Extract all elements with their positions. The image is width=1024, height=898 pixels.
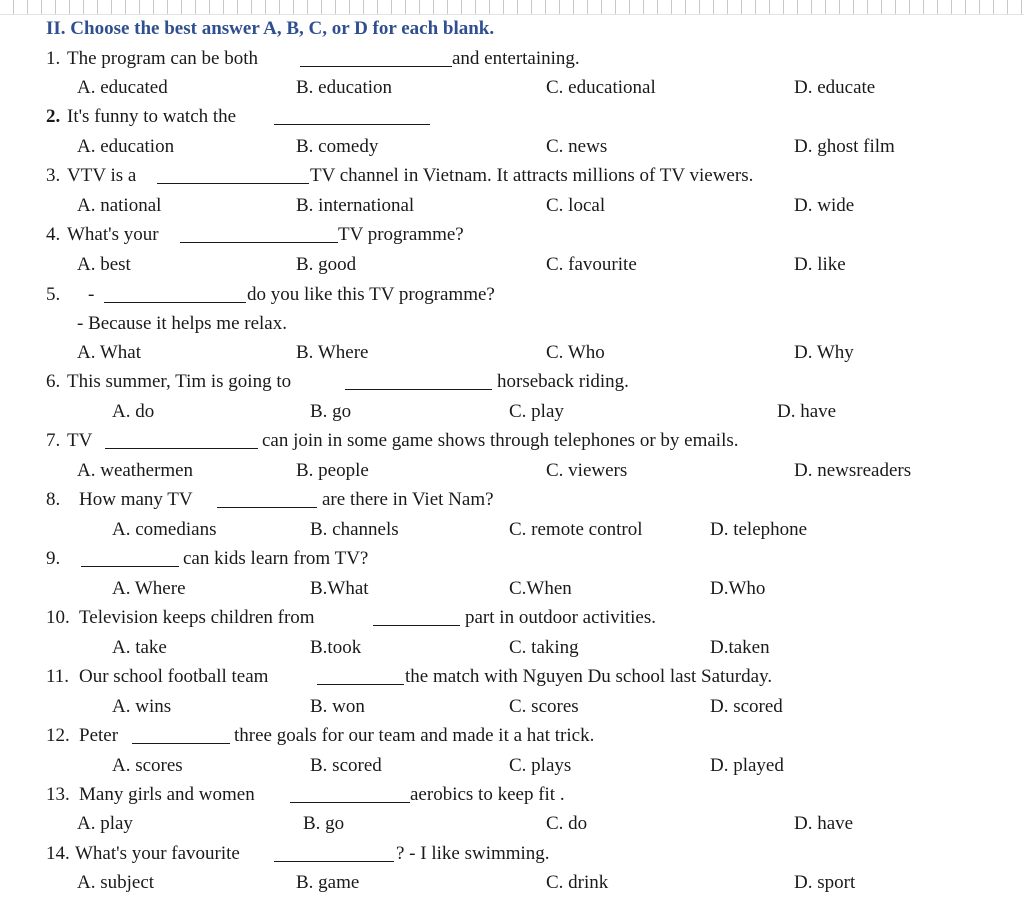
- question-text-after: the match with Nguyen Du school last Saturday.: [405, 666, 773, 687]
- option-c[interactable]: C. scores: [509, 696, 579, 717]
- reply-text: - Because it helps me relax.: [77, 313, 287, 334]
- question-8: [0, 485, 1024, 514]
- option-a[interactable]: A. educated: [77, 77, 168, 98]
- question-number: 14.: [46, 843, 70, 864]
- answer-blank[interactable]: [373, 609, 460, 626]
- option-c[interactable]: C. Who: [546, 342, 605, 363]
- options-row-5: [0, 338, 1024, 367]
- question-number: 8.: [46, 489, 61, 510]
- question-14: [0, 839, 1024, 868]
- question-text-before: It's funny to watch the: [67, 106, 237, 127]
- answer-blank[interactable]: [274, 845, 394, 862]
- option-b[interactable]: B.took: [310, 637, 362, 658]
- question-text-before: Our school football team: [79, 666, 269, 687]
- question-text-after: horseback riding.: [497, 371, 629, 392]
- answer-blank[interactable]: [217, 491, 317, 508]
- options-row-12: [0, 751, 1024, 780]
- option-d[interactable]: D. have: [777, 401, 837, 422]
- option-b[interactable]: B. good: [296, 254, 357, 275]
- question-text-before: TV: [67, 430, 93, 451]
- options-row-14: [0, 868, 1024, 897]
- question-text-after: are there in Viet Nam?: [322, 489, 494, 510]
- option-b[interactable]: B. channels: [310, 519, 399, 540]
- option-d[interactable]: D. educate: [794, 77, 876, 98]
- option-b[interactable]: B. go: [310, 401, 352, 422]
- question-text-before: How many TV: [79, 489, 193, 510]
- options-row-9: [0, 574, 1024, 603]
- question-number: 3.: [46, 165, 61, 186]
- option-d[interactable]: D. newsreaders: [794, 460, 912, 481]
- options-row-8: [0, 515, 1024, 544]
- option-a[interactable]: A. comedians: [112, 519, 217, 540]
- options-row-10: [0, 633, 1024, 662]
- option-c[interactable]: C. play: [509, 401, 564, 422]
- question-text-before: VTV is a: [67, 165, 137, 186]
- option-c[interactable]: C. remote control: [509, 519, 643, 540]
- option-b[interactable]: B. won: [310, 696, 365, 717]
- option-b[interactable]: B. international: [296, 195, 415, 216]
- option-d[interactable]: D. Why: [794, 342, 854, 363]
- question-text-after: and entertaining.: [452, 48, 580, 69]
- question-number: 4.: [46, 224, 61, 245]
- options-row-7: [0, 456, 1024, 485]
- question-text-after: TV programme?: [338, 224, 464, 245]
- answer-blank[interactable]: [180, 226, 338, 243]
- question-text-before: -: [88, 284, 95, 305]
- option-b[interactable]: B. people: [296, 460, 369, 481]
- question-number: 9.: [46, 548, 61, 569]
- option-b[interactable]: B. go: [303, 813, 345, 834]
- options-row-11: [0, 692, 1024, 721]
- question-text-after: can kids learn from TV?: [183, 548, 369, 569]
- option-b[interactable]: B. education: [296, 77, 393, 98]
- question-10: [0, 603, 1024, 632]
- section-heading: II. Choose the best answer A, B, C, or D for each blank.: [46, 18, 495, 39]
- question-number: 7.: [46, 430, 61, 451]
- option-a[interactable]: A. national: [77, 195, 162, 216]
- option-c[interactable]: C. drink: [546, 872, 609, 893]
- option-d[interactable]: D. wide: [794, 195, 855, 216]
- option-a[interactable]: A. education: [77, 136, 175, 157]
- question-text-after: part in outdoor activities.: [465, 607, 657, 628]
- question-number: 10.: [46, 607, 70, 628]
- question-text-before: Television keeps children from: [79, 607, 315, 628]
- option-d[interactable]: D. ghost film: [794, 136, 895, 157]
- option-c[interactable]: C. taking: [509, 637, 579, 658]
- option-b[interactable]: B. Where: [296, 342, 369, 363]
- question-text-after: can join in some game shows through telephones or by emails.: [262, 430, 739, 451]
- question-number: 6.: [46, 371, 61, 392]
- options-row-3: [0, 191, 1024, 220]
- answer-blank[interactable]: [81, 550, 179, 567]
- option-d[interactable]: D.taken: [710, 637, 770, 658]
- question-number: 2.: [46, 106, 61, 127]
- question-text-after: ? - I like swimming.: [396, 843, 550, 864]
- question-text-before: Many girls and women: [79, 784, 255, 805]
- question-number: 12.: [46, 725, 70, 746]
- question-number: 1.: [46, 48, 61, 69]
- question-5: [0, 280, 1024, 309]
- question-number: 5.: [46, 284, 61, 305]
- question-3: [0, 161, 1024, 190]
- option-a[interactable]: A. take: [112, 637, 167, 658]
- option-c[interactable]: C. plays: [509, 755, 572, 776]
- answer-blank[interactable]: [300, 50, 452, 67]
- question-4: [0, 220, 1024, 249]
- answer-blank[interactable]: [290, 786, 410, 803]
- options-row-4: [0, 250, 1024, 279]
- question-text-after: aerobics to keep fit .: [410, 784, 565, 805]
- question-number: 11.: [46, 666, 70, 687]
- question-6: [0, 367, 1024, 396]
- question-text-after: three goals for our team and made it a hat trick.: [234, 725, 595, 746]
- question-text-before: This summer, Tim is going to: [67, 371, 292, 392]
- option-a[interactable]: A. play: [77, 813, 133, 834]
- option-a[interactable]: A. weathermen: [77, 460, 194, 481]
- option-c[interactable]: C. news: [546, 136, 608, 157]
- question-text-before: The program can be both: [67, 48, 258, 69]
- question-13: [0, 780, 1024, 809]
- question-text-after: TV channel in Vietnam. It attracts millions of TV viewers.: [310, 165, 754, 186]
- option-a[interactable]: A. What: [77, 342, 142, 363]
- question-text-before: What's your: [67, 224, 159, 245]
- option-c[interactable]: C. educational: [546, 77, 656, 98]
- answer-blank[interactable]: [105, 432, 258, 449]
- question-text-after: do you like this TV programme?: [247, 284, 495, 305]
- option-a[interactable]: A. Where: [112, 578, 186, 599]
- option-a[interactable]: A. do: [112, 401, 155, 422]
- question-2: [0, 102, 1024, 131]
- option-c[interactable]: C.When: [509, 578, 572, 599]
- question-text-before: Peter: [79, 725, 119, 746]
- options-row-13: [0, 809, 1024, 838]
- answer-blank[interactable]: [104, 286, 246, 303]
- options-row-2: [0, 132, 1024, 161]
- question-text-before: What's your favourite: [75, 843, 240, 864]
- option-d[interactable]: D. telephone: [710, 519, 808, 540]
- options-row-1: [0, 73, 1024, 102]
- option-b[interactable]: B. game: [296, 872, 360, 893]
- option-b[interactable]: B.What: [310, 578, 369, 599]
- option-c[interactable]: C. local: [546, 195, 606, 216]
- question-number: 13.: [46, 784, 70, 805]
- option-d[interactable]: D. have: [794, 813, 854, 834]
- option-c[interactable]: C. do: [546, 813, 588, 834]
- option-a[interactable]: A. scores: [112, 755, 183, 776]
- option-d[interactable]: D. scored: [710, 696, 783, 717]
- question-7: [0, 426, 1024, 455]
- question-12: [0, 721, 1024, 750]
- option-d[interactable]: D. played: [710, 755, 784, 776]
- question-1: [0, 44, 1024, 73]
- option-a[interactable]: A. best: [77, 254, 131, 275]
- answer-blank[interactable]: [345, 373, 492, 390]
- answer-blank[interactable]: [274, 108, 430, 125]
- option-d[interactable]: D. sport: [794, 872, 856, 893]
- option-d[interactable]: D.Who: [710, 578, 766, 599]
- question-5-reply: [0, 309, 1024, 338]
- option-b[interactable]: B. scored: [310, 755, 382, 776]
- answer-blank[interactable]: [317, 668, 404, 685]
- answer-blank[interactable]: [132, 727, 230, 744]
- question-9: [0, 544, 1024, 573]
- question-11: [0, 662, 1024, 691]
- option-b[interactable]: B. comedy: [296, 136, 379, 157]
- option-c[interactable]: C. viewers: [546, 460, 628, 481]
- option-c[interactable]: C. favourite: [546, 254, 637, 275]
- options-row-6: [0, 397, 1024, 426]
- answer-blank[interactable]: [157, 167, 309, 184]
- option-a[interactable]: A. subject: [77, 872, 155, 893]
- option-d[interactable]: D. like: [794, 254, 846, 275]
- option-a[interactable]: A. wins: [112, 696, 172, 717]
